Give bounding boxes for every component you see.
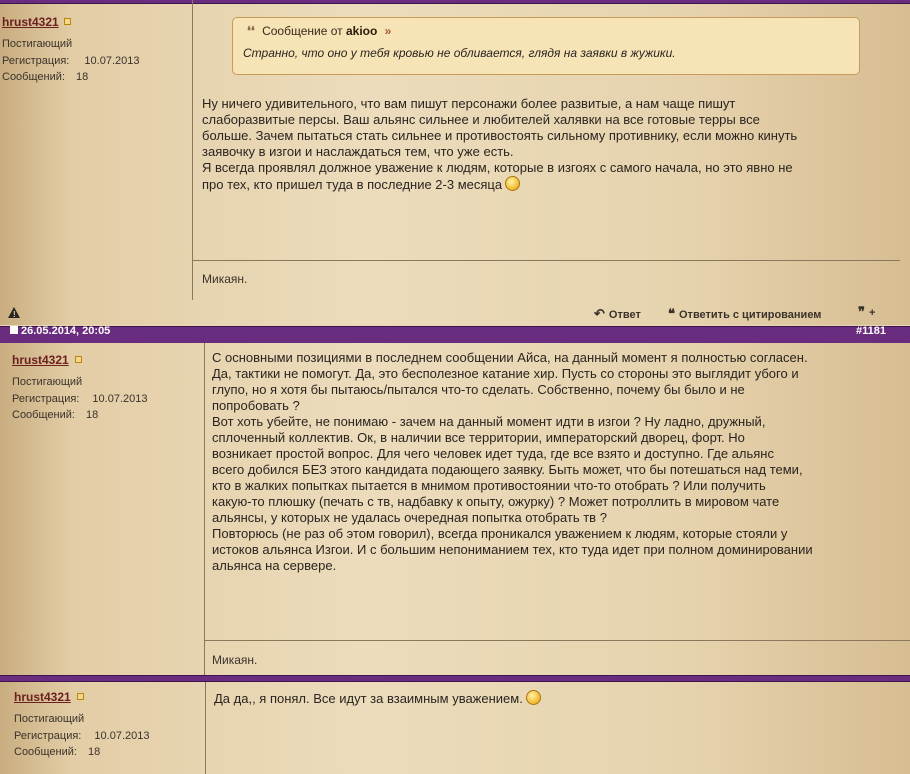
signature: Микаян. [202, 272, 248, 286]
smiley-icon [505, 176, 520, 191]
registration-date: 10.07.2013 [92, 393, 148, 405]
message-line-with-smiley [202, 176, 797, 193]
reply-button[interactable] [594, 306, 641, 322]
post-count-label: Сообщений: [14, 746, 77, 758]
reply-with-quote-button[interactable] [668, 306, 821, 322]
message-line: альянса на сервере. [212, 558, 337, 573]
post-count-label: Сообщений: [12, 409, 75, 421]
message-line: С основными позициями в последнем сообщении Айса, на данный момент я полностью согласен. [212, 350, 808, 365]
message-line: Ну ничего удивительного, что вам пишут персонажи более развитые, а нам чаще пишут [202, 96, 736, 111]
registration-label: Регистрация: [2, 55, 70, 67]
online-status-icon [64, 18, 71, 25]
message-line: глупо, но я хотя бы пытаюсь/пытался что-то сделать. Собственно, почему бы было и не [212, 382, 745, 397]
message-line: больше. Зачем пытаться стать сильнее и противостоять сильному противнику, если можно кинуть [202, 128, 798, 143]
quote-icon: ❝ [668, 306, 675, 321]
online-status-icon [77, 693, 84, 700]
signature-divider [205, 640, 910, 641]
message-line: сплоченный коллектив. Ок, в наличии все территории, императорский дворец, форт. Но [212, 430, 745, 445]
username-link[interactable]: hrust4321 [2, 15, 59, 29]
username-link[interactable]: hrust4321 [14, 690, 71, 704]
post-separator [0, 0, 910, 4]
multiquote-icon: ❞ [858, 304, 865, 319]
signature: Микаян. [212, 653, 258, 667]
registration-label: Регистрация: [14, 730, 82, 742]
post-icon [10, 326, 18, 334]
warning-icon[interactable]: ! [8, 307, 20, 318]
post-number-link[interactable]: #1181 [856, 325, 886, 337]
message-line: попробовать ? [212, 398, 300, 413]
user-post-count [14, 746, 100, 758]
post-header-bar [0, 326, 910, 344]
post-message [202, 96, 797, 193]
post-count-value: 18 [86, 409, 99, 421]
quote-mark-icon: ❛❛ [247, 24, 255, 38]
quote-prefix: Сообщение от [262, 24, 343, 38]
user-rank: Постигающий [12, 376, 83, 388]
view-post-icon[interactable]: » [384, 24, 392, 38]
column-divider [192, 0, 193, 300]
user-post-count [2, 71, 88, 83]
message-line: Да, тактики не помогут. Да, это бесполезное катание хир. Пусть со стороны это выглядит убого и [212, 366, 799, 381]
post-count-value: 18 [76, 71, 89, 83]
message-line: возникает простой вопрос. Для чего человек идет туда, где все взято и доступно. Где альянс [212, 446, 774, 461]
quote-author[interactable]: akioo [345, 24, 378, 38]
message-line: про тех, кто пришел туда в последние 2-3 месяца [202, 177, 503, 192]
column-divider [204, 343, 205, 675]
post-date [10, 325, 110, 337]
message-line: кто в жалких попытках пытается в мнимом противостоянии что-то отобрать ? Или получить [212, 478, 766, 493]
message-line: заявочку в изгои и наслаждаться тем, что уже есть. [202, 144, 514, 159]
user-rank: Постигающий [14, 713, 85, 725]
post-message [212, 350, 813, 574]
registration-date: 10.07.2013 [84, 55, 140, 67]
multiquote-label: + [869, 307, 876, 319]
post-date-text: 26.05.2014, 20:05 [21, 325, 111, 337]
message-line: слаборазвитые персы. Ваш альянс сильнее и любителей халявки на все готовые терры все [202, 112, 760, 127]
message-line: Я всегда проявлял должное уважение к людям, которые в изгоях с самого начала, но это явно не [202, 160, 793, 175]
username-link[interactable]: hrust4321 [12, 353, 69, 367]
quote-text: Странно, что оно у тебя кровью не обливается, глядя на заявки в жужики. [243, 46, 676, 60]
user-post-count [12, 409, 98, 421]
message-line: какую-то плюшку (печать с тв, надбавку к опыту, ожурку) ? Может потроллить в мировом чате [212, 494, 780, 509]
message-line: альянсы, у которых не удалась очередная попытка отобрать тв ? [212, 510, 607, 525]
message-line: Повторюсь (не раз об этом говорил), всегда проникался уважением к людям, которые стояли у [212, 526, 788, 541]
message-line: Вот хоть убейте, не понимаю - зачем на данный момент идти в изгои ? Ну ладно, дружный, [212, 414, 766, 429]
post-count-label: Сообщений: [2, 71, 65, 83]
smiley-icon [526, 690, 541, 705]
post-count-value: 18 [88, 746, 101, 758]
message-line: Да да,, я понял. Все идут за взаимным уважением. [214, 691, 523, 706]
post-message [214, 690, 541, 707]
reply-label: Ответ [608, 309, 641, 321]
quote-header [247, 24, 391, 38]
reply-icon: ↶ [594, 306, 605, 321]
column-divider [205, 682, 206, 774]
post-separator [0, 675, 910, 682]
user-rank: Постигающий [2, 38, 73, 50]
multiquote-button[interactable] [858, 304, 875, 320]
signature-divider [193, 260, 900, 261]
reply-with-quote-label: Ответить с цитированием [679, 309, 822, 321]
quote-box [232, 17, 860, 75]
online-status-icon [75, 356, 82, 363]
user-registration [12, 393, 147, 405]
message-line: истоков альянса Изгои. И с большим непониманием тех, кто туда идет при полном доминировании [212, 542, 813, 557]
message-line: всего добился БЕЗ этого кандидата подающего заявку. Быть может, что бы потешаться над теми, [212, 462, 803, 477]
user-registration [2, 55, 139, 67]
registration-label: Регистрация: [12, 393, 80, 405]
user-registration [14, 730, 149, 742]
registration-date: 10.07.2013 [94, 730, 150, 742]
